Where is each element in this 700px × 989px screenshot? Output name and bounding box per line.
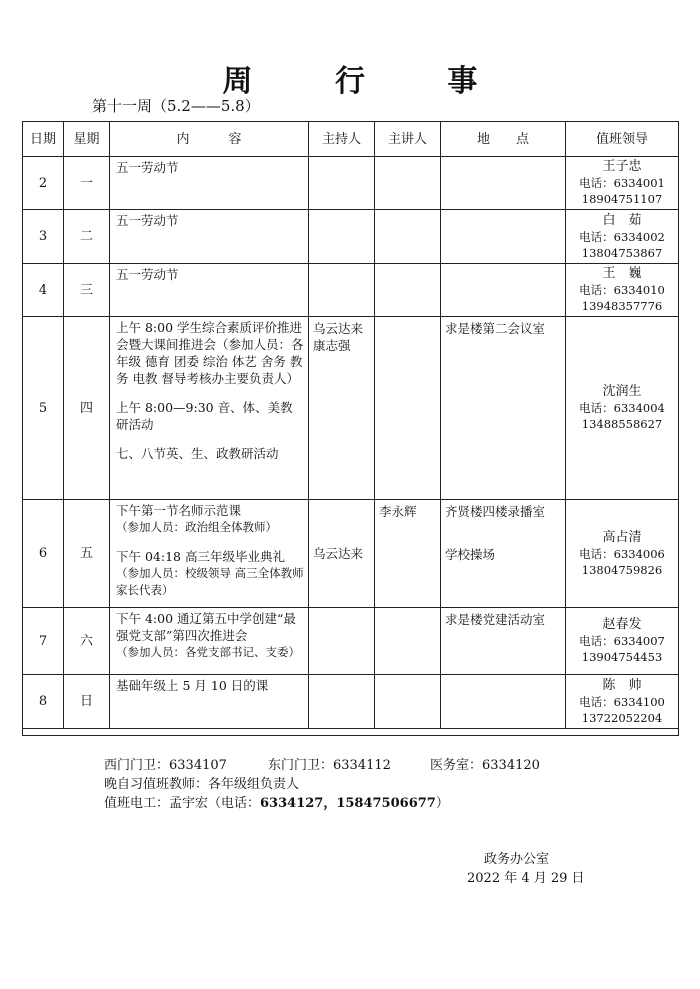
date-cell: 4 [23, 264, 64, 317]
leader-cell [566, 317, 679, 500]
weekday-cell: 二 [64, 210, 110, 264]
place-line: 求是楼党建活动室 [445, 612, 546, 627]
content-line: 五一劳动节 [116, 213, 179, 228]
speaker-cell [375, 500, 441, 608]
speaker-cell [375, 210, 441, 264]
leader-cell [566, 500, 679, 608]
table-row [23, 500, 679, 608]
content-cell [110, 675, 309, 729]
speaker-name: 李永辉 [379, 504, 417, 519]
leader-phone: 电话：6334004 [579, 401, 665, 415]
weekday-cell: 日 [64, 675, 110, 729]
leader-mobile: 13948357776 [581, 299, 663, 313]
content-cell [110, 317, 309, 500]
table-row [23, 210, 679, 264]
leader-name: 陈 帅 [602, 677, 642, 693]
leader-mobile: 13722052204 [581, 710, 663, 725]
content-line: 五一劳动节 [116, 267, 179, 282]
date-cell: 2 [23, 157, 64, 210]
leader-cell [566, 157, 679, 210]
content-line: （参加人员：校级领导 高三全体教师 家长代表） [116, 566, 304, 597]
leader-phone: 电话：6334002 [579, 229, 665, 244]
table-row [23, 317, 679, 500]
table-bottom-strip [23, 729, 679, 736]
date-cell: 7 [23, 608, 64, 675]
host-cell [309, 608, 375, 675]
office-name: 政务办公室 [484, 852, 550, 867]
content-cell [110, 157, 309, 210]
leader-cell [566, 210, 679, 264]
west-gate-phone: 西门门卫：6334107 [104, 758, 227, 773]
table-row [23, 157, 679, 210]
content-cell [110, 608, 309, 675]
electrician-duty [104, 792, 449, 811]
leader-cell [566, 264, 679, 317]
host-cell [309, 210, 375, 264]
host-cell [309, 157, 375, 210]
leader-mobile: 13804759826 [581, 562, 663, 577]
host-name: 乌云达来 [313, 546, 364, 561]
leader-mobile: 13904754453 [581, 650, 663, 664]
leader-name: 王子忠 [602, 159, 642, 174]
leader-cell [566, 675, 679, 729]
leader-mobile: 13488558627 [581, 417, 663, 431]
page-title: 周 行 事 [222, 64, 514, 99]
content-line: 下午 4:00 通辽第五中学创建“最强党支部”第四次推进会 [116, 611, 296, 643]
electrician-phone: 6334127，15847506677 [260, 796, 436, 811]
electrician-prefix: 值班电工：孟宇宏（电话： [104, 796, 261, 811]
content-line: （参加人员：各党支部书记、支委） [116, 645, 300, 659]
content-cell [110, 210, 309, 264]
speaker-cell [375, 157, 441, 210]
speaker-cell [375, 264, 441, 317]
header-leader: 值班领导 [566, 122, 679, 157]
content-line: （参加人员：政治组全体教师） [116, 520, 277, 534]
header-host: 主持人 [309, 122, 375, 157]
leader-phone: 电话：6334006 [579, 546, 665, 561]
leader-name: 高占清 [602, 529, 642, 545]
host-cell [309, 264, 375, 317]
weekday-cell: 五 [64, 500, 110, 608]
schedule-table [22, 121, 679, 736]
place-cell [441, 157, 566, 210]
weekday-cell: 六 [64, 608, 110, 675]
speaker-cell [375, 675, 441, 729]
issue-date: 2022 年 4 月 29 日 [467, 871, 585, 886]
content-line: 下午第一节名师示范课 [116, 503, 242, 518]
leader-cell [566, 608, 679, 675]
leader-phone: 电话：6334100 [579, 694, 665, 709]
table-row [23, 264, 679, 317]
leader-mobile: 18904751107 [581, 192, 663, 206]
leader-name: 赵春发 [602, 617, 642, 632]
place-cell [441, 675, 566, 729]
place-cell [441, 500, 566, 608]
leader-phone: 电话：6334007 [579, 634, 665, 648]
place-cell [441, 210, 566, 264]
week-label: 第十一周（5.2——5.8） [92, 97, 260, 115]
host-name: 康志强 [313, 338, 351, 353]
table-header-row [23, 122, 679, 157]
place-cell [441, 317, 566, 500]
evening-study-duty: 晚自习值班教师：各年级组负责人 [104, 777, 300, 792]
header-content: 内 容 [110, 122, 309, 157]
place-line: 齐贤楼四楼录播室 [445, 504, 546, 519]
date-cell: 6 [23, 500, 64, 608]
place-cell [441, 264, 566, 317]
date-cell: 8 [23, 675, 64, 729]
speaker-cell [375, 608, 441, 675]
table-row [23, 608, 679, 675]
leader-name: 王 巍 [602, 266, 642, 281]
header-date: 日期 [23, 122, 64, 157]
leader-phone: 电话：6334010 [579, 283, 665, 297]
leader-mobile: 13804753867 [581, 245, 663, 260]
leader-name: 沈润生 [602, 384, 642, 399]
speaker-cell [375, 317, 441, 500]
weekday-cell: 四 [64, 317, 110, 500]
content-line: 基础年级上 5 月 10 日的课 [116, 678, 269, 693]
content-cell [110, 500, 309, 608]
weekday-cell: 一 [64, 157, 110, 210]
header-place: 地 点 [441, 122, 566, 157]
place-line: 学校操场 [445, 547, 496, 562]
date-cell: 5 [23, 317, 64, 500]
content-line: 上午 8:00—9:30 音、体、美教研活动 [116, 400, 293, 432]
clinic-phone: 医务室：6334120 [430, 758, 540, 773]
content-line: 上午 8:00 学生综合素质评价推进会暨大课间推进会（参加人员：各年级 德育 团委 综治 体艺 舍务 教务 电教 督导考核办主要负责人） [116, 320, 304, 386]
table-row [23, 675, 679, 729]
east-gate-phone: 东门门卫：6334112 [268, 758, 391, 773]
host-cell [309, 317, 375, 500]
host-cell [309, 500, 375, 608]
content-line: 七、八节英、生、政教研活动 [116, 446, 279, 461]
leader-phone: 电话：6334001 [579, 176, 665, 190]
content-cell [110, 264, 309, 317]
header-speaker: 主讲人 [375, 122, 441, 157]
leader-name: 白 茹 [602, 212, 642, 228]
date-cell: 3 [23, 210, 64, 264]
place-line: 求是楼第二会议室 [445, 321, 546, 336]
host-cell [309, 675, 375, 729]
weekday-cell: 三 [64, 264, 110, 317]
content-line: 五一劳动节 [116, 160, 179, 175]
host-name: 乌云达来 [313, 321, 364, 336]
content-line: 下午 04:18 高三年级毕业典礼 [116, 549, 285, 564]
place-cell [441, 608, 566, 675]
electrician-suffix: ） [435, 796, 449, 811]
header-day: 星期 [64, 122, 110, 157]
